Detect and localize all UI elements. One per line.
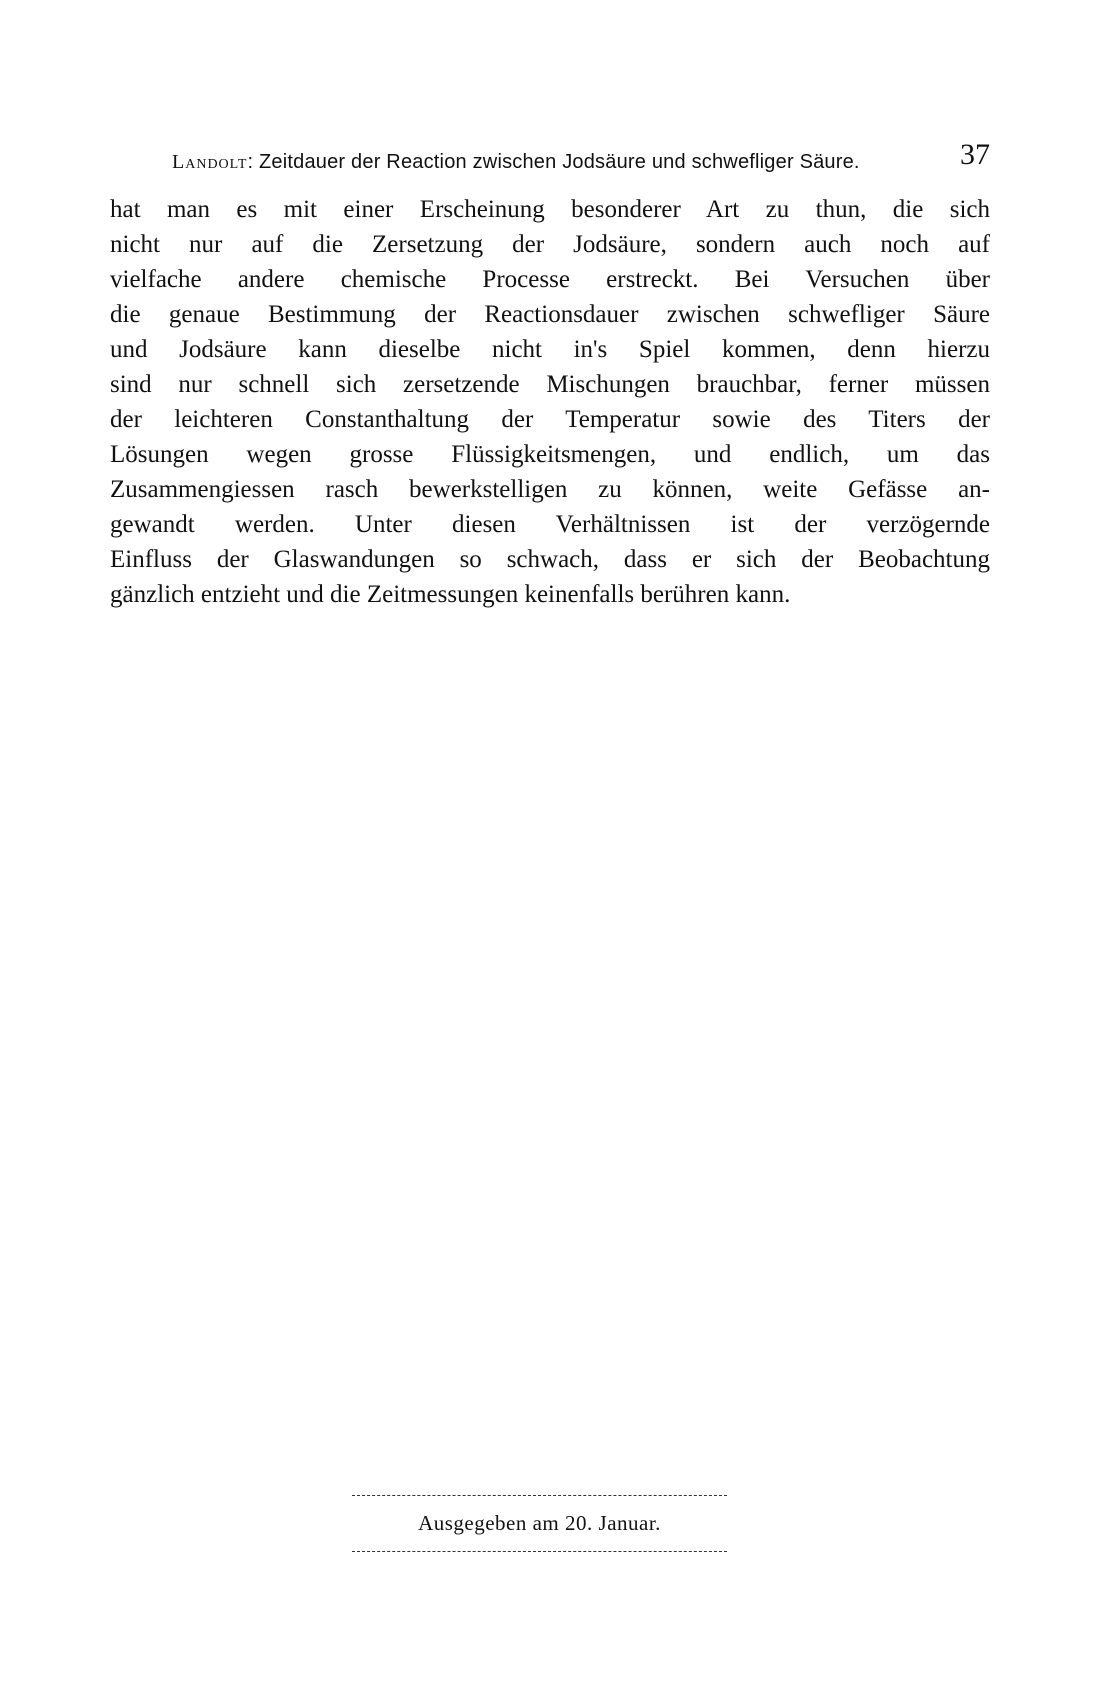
article-title: : Zeitdauer der Reaction zwischen Jodsäure und schwefliger Säure. <box>247 151 860 173</box>
text-line: hat man es mit einer Erscheinung besonderer Art zu thun, die sich <box>110 196 990 223</box>
bottom-divider-rule <box>352 1551 727 1552</box>
text-line: Zusammengiessen rasch bewerkstelligen zu können, weite Gefässe an- <box>110 476 990 503</box>
text-line: vielfache andere chemische Processe erstreckt. Bei Versuchen über <box>110 266 990 293</box>
text-line: und Jodsäure kann dieselbe nicht in's Spiel kommen, denn hierzu <box>110 336 990 363</box>
text-line: Einfluss der Glaswandungen so schwach, dass er sich der Beobachtung <box>110 546 990 573</box>
running-header <box>110 138 990 178</box>
text-line: nicht nur auf die Zersetzung der Jodsäure, sondern auch noch auf <box>110 231 990 258</box>
page-number: 37 <box>960 138 990 171</box>
text-line: Lösungen wegen grosse Flüssigkeitsmengen, und endlich, um das <box>110 441 990 468</box>
text-line: die genaue Bestimmung der Reactionsdauer zwischen schwefliger Säure <box>110 301 990 328</box>
running-title <box>172 151 860 174</box>
text-line: gewandt werden. Unter diesen Verhältnissen ist der verzögernde <box>110 511 990 538</box>
author-name: Landolt <box>172 151 248 173</box>
text-line: gänzlich entzieht und die Zeitmessungen keinenfalls berühren kann. <box>110 581 791 608</box>
issue-date-note: Ausgegeben am 20. Januar. <box>418 1511 661 1535</box>
body-paragraph <box>110 192 990 612</box>
text-line: der leichteren Constanthaltung der Temperatur sowie des Titers der <box>110 406 990 433</box>
text-line: sind nur schnell sich zersetzende Mischungen brauchbar, ferner müssen <box>110 371 990 398</box>
